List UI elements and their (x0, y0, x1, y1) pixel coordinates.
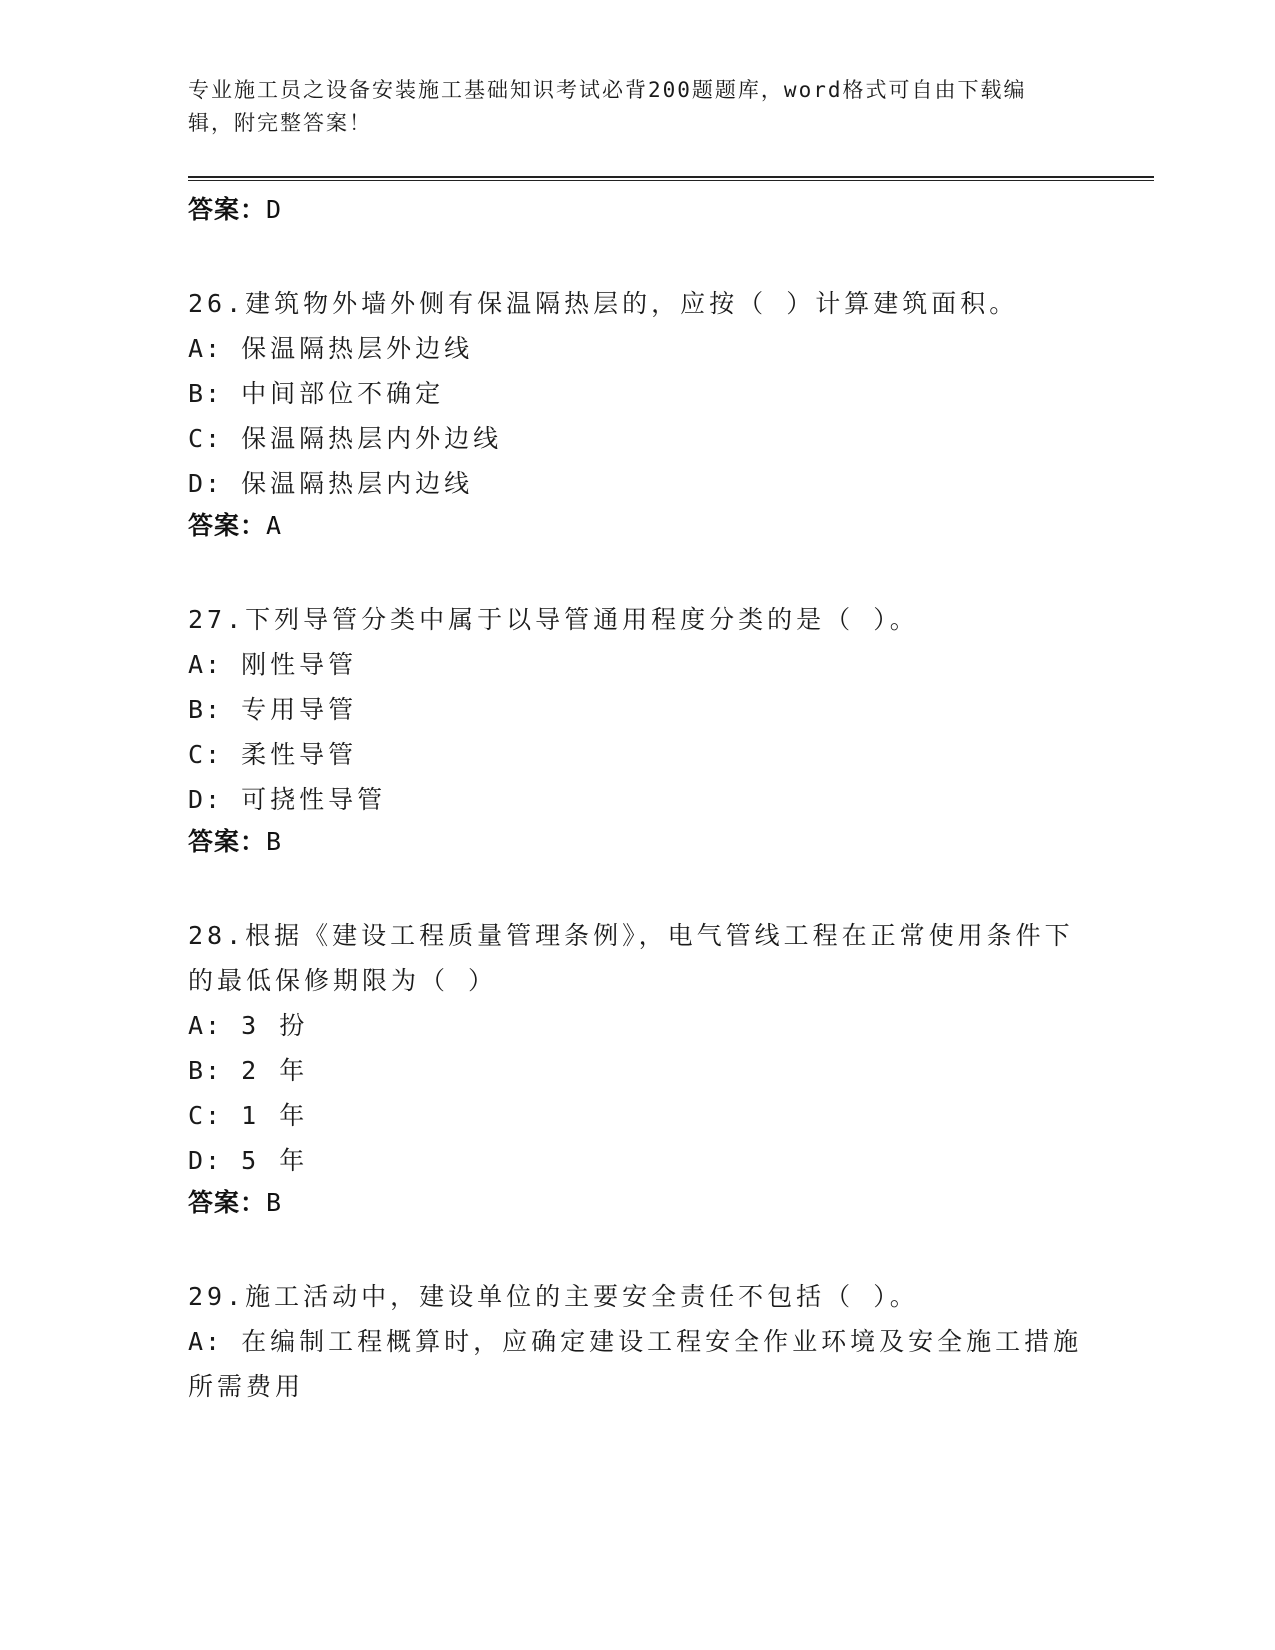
option-text: 1 年 (241, 1101, 309, 1130)
option-text: 保温隔热层内边线 (241, 469, 474, 498)
option-text: 刚性导管 (241, 650, 358, 679)
spacer (188, 1228, 1088, 1274)
option-text: 保温隔热层外边线 (241, 334, 474, 363)
option-key: B: (188, 1056, 223, 1085)
option-key: B: (188, 379, 223, 408)
option-a (188, 326, 1088, 371)
option-b (188, 1048, 1088, 1093)
answer-value: D (266, 195, 283, 224)
option-a (188, 1003, 1088, 1048)
answer-label: 答案： (188, 827, 267, 856)
answer-value: B (266, 827, 283, 856)
question-list (188, 190, 1088, 1409)
option-a (188, 1319, 1088, 1409)
option-key: D: (188, 469, 223, 498)
option-a (188, 642, 1088, 687)
spacer (188, 867, 1088, 913)
spacer (188, 235, 1088, 281)
question-stem: 29.施工活动中，建设单位的主要安全责任不包括（ ）。 (188, 1282, 919, 1311)
option-text: 保温隔热层内外边线 (241, 424, 503, 453)
answer-label: 答案： (188, 1188, 267, 1217)
option-text: 专用导管 (241, 695, 358, 724)
option-key: A: (188, 334, 223, 363)
option-key: C: (188, 424, 223, 453)
option-key: A: (188, 1327, 223, 1356)
option-key: D: (188, 785, 223, 814)
answer-line (188, 1183, 1088, 1228)
question-stem: 26.建筑物外墙外侧有保温隔热层的，应按（ ）计算建筑面积。 (188, 289, 1019, 318)
option-b (188, 687, 1088, 732)
question-stem: 28.根据《建设工程质量管理条例》，电气管线工程在正常使用条件下的最低保修期限为（ ） (188, 921, 1074, 995)
option-d (188, 1138, 1088, 1183)
option-text: 柔性导管 (241, 740, 358, 769)
option-text: 3 扮 (241, 1011, 309, 1040)
option-c (188, 1093, 1088, 1138)
option-text: 2 年 (241, 1056, 309, 1085)
document-header: 专业施工员之设备安装施工基础知识考试必背200题题库，word格式可自由下载编辑，附完整答案！ (188, 78, 1027, 135)
spacer (188, 551, 1088, 597)
header-divider (188, 176, 1154, 181)
option-key: C: (188, 740, 223, 769)
option-d (188, 461, 1088, 506)
option-c (188, 416, 1088, 461)
option-key: D: (188, 1146, 223, 1175)
option-b (188, 371, 1088, 416)
option-text: 5 年 (241, 1146, 309, 1175)
option-c (188, 732, 1088, 777)
option-key: B: (188, 695, 223, 724)
option-d (188, 777, 1088, 822)
option-text: 中间部位不确定 (241, 379, 445, 408)
option-text: 在编制工程概算时，应确定建设工程安全作业环境及安全施工措施所需费用 (188, 1327, 1083, 1401)
answer-label: 答案： (188, 195, 267, 224)
option-key: A: (188, 650, 223, 679)
option-key: C: (188, 1101, 223, 1130)
answer-value: B (266, 1188, 283, 1217)
answer-value: A (266, 511, 283, 540)
option-key: A: (188, 1011, 223, 1040)
answer-label: 答案： (188, 511, 267, 540)
answer-line (188, 190, 1088, 235)
answer-line (188, 506, 1088, 551)
question-stem: 27.下列导管分类中属于以导管通用程度分类的是（ ）。 (188, 605, 919, 634)
answer-line (188, 822, 1088, 867)
option-text: 可挠性导管 (241, 785, 387, 814)
